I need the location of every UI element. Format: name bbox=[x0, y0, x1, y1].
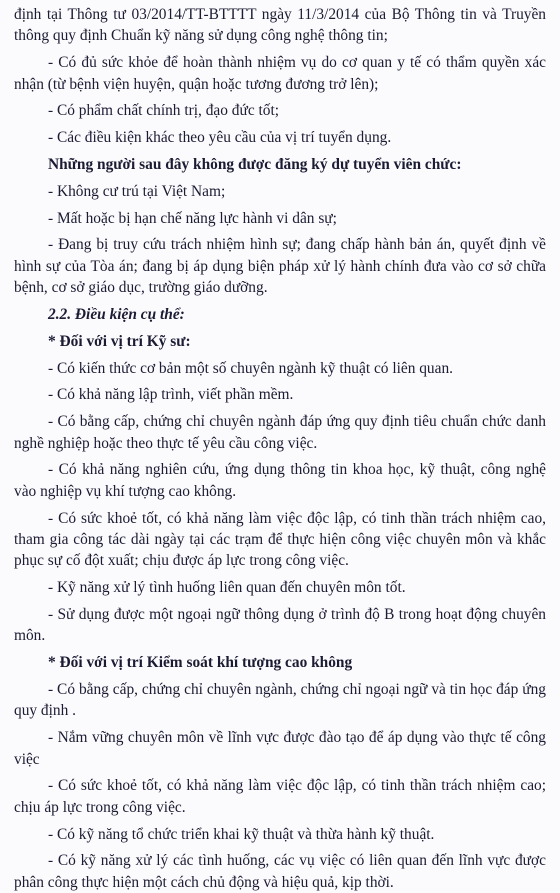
paragraph-ethics-requirement: - Có phẩm chất chính trị, đạo đức tốt; bbox=[48, 102, 280, 120]
paragraph-standard-reference: định tại Thông tư 03/2014/TT-BTTTT ngày 11/3/2014 của Bộ Thông tin và Truyền thông quy định Chuẩn kỹ năng sử dụng công nghệ thông tin; bbox=[14, 6, 546, 45]
paragraph-controller-certificates: - Có bằng cấp, chứng chỉ chuyên ngành, chứng chỉ ngoại ngữ và tin học đáp ứng quy định . bbox=[14, 681, 546, 720]
paragraph-engineer-situation-skills: - Kỹ năng xử lý tình huống liên quan đến chuyên môn tốt. bbox=[48, 579, 406, 597]
paragraph-criminal-liability: - Đang bị truy cứu trách nhiệm hình sự; đang chấp hành bản án, quyết định về hình sự của Tòa án; đang bị áp dụng biện pháp xử lý hành chính đưa vào cơ sở chữa bệnh, cơ sở giáo dục, trường giáo dưỡng. bbox=[14, 236, 546, 297]
paragraph-engineer-knowledge: - Có kiến thức cơ bản một số chuyên ngành kỹ thuật có liên quan. bbox=[48, 359, 454, 377]
paragraph-controller-handling: - Có kỹ năng xử lý các tình huống, các vụ việc có liên quan đến lĩnh vực được phân công thực hiện một cách chủ động và hiệu quả, kịp thời. bbox=[14, 852, 546, 891]
paragraph-not-resident: - Không cư trú tại Việt Nam; bbox=[48, 182, 226, 200]
paragraph-engineer-health: - Có sức khoẻ tốt, có khả năng làm việc độc lập, có tinh thần trách nhiệm cao, tham gia công tác dài ngày tại các trạm để thực hiện công việc chuyên môn và khắc phục sự cố đột xuất; chịu được áp lực trong công việc. bbox=[14, 509, 546, 570]
paragraph-controller-expertise: - Nắm vững chuyên môn về lĩnh vực được đào tạo để áp dụng vào thực tế công việc bbox=[14, 729, 546, 768]
paragraph-civil-capacity: - Mất hoặc bị hạn chế năng lực hành vi dân sự; bbox=[48, 209, 337, 227]
paragraph-engineer-certificates: - Có bằng cấp, chứng chỉ chuyên ngành đáp ứng quy định tiêu chuẩn chức danh nghề nghiệp hoặc theo thực tế yêu cầu công việc. bbox=[14, 413, 546, 452]
paragraph-controller-health: - Có sức khoẻ tốt, có khả năng làm việc độc lập, có tinh thần trách nhiệm cao; chịu áp lực trong công việc. bbox=[14, 777, 546, 816]
paragraph-engineer-language: - Sử dụng được một ngoại ngữ thông dụng ở trình độ B trong hoạt động chuyên môn. bbox=[14, 606, 546, 645]
heading-specific-conditions: 2.2. Điều kiện cụ thể: bbox=[48, 306, 185, 323]
heading-controller-position: * Đối với vị trí Kiểm soát khí tượng cao không bbox=[48, 654, 353, 672]
paragraph-controller-organization: - Có kỹ năng tổ chức triển khai kỹ thuật và thừa hành kỹ thuật. bbox=[48, 825, 435, 843]
paragraph-engineer-research: - Có khả năng nghiên cứu, ứng dụng thông tin khoa học, kỹ thuật, công nghệ vào nghiệp vụ khí tượng cao không. bbox=[14, 461, 546, 500]
paragraph-health-requirement: - Có đủ sức khỏe để hoàn thành nhiệm vụ do cơ quan y tế có thẩm quyền xác nhận (từ bệnh viện huyện, quận hoặc tương đương trở lên); bbox=[14, 54, 546, 93]
heading-ineligible-candidates: Những người sau đây không được đăng ký dự tuyển viên chức: bbox=[48, 156, 462, 173]
heading-engineer-position: * Đối với vị trí Kỹ sư: bbox=[48, 332, 191, 350]
paragraph-other-conditions: - Các điều kiện khác theo yêu cầu của vị trí tuyển dụng. bbox=[48, 129, 392, 147]
paragraph-engineer-programming: - Có khả năng lập trình, viết phần mềm. bbox=[48, 386, 294, 404]
